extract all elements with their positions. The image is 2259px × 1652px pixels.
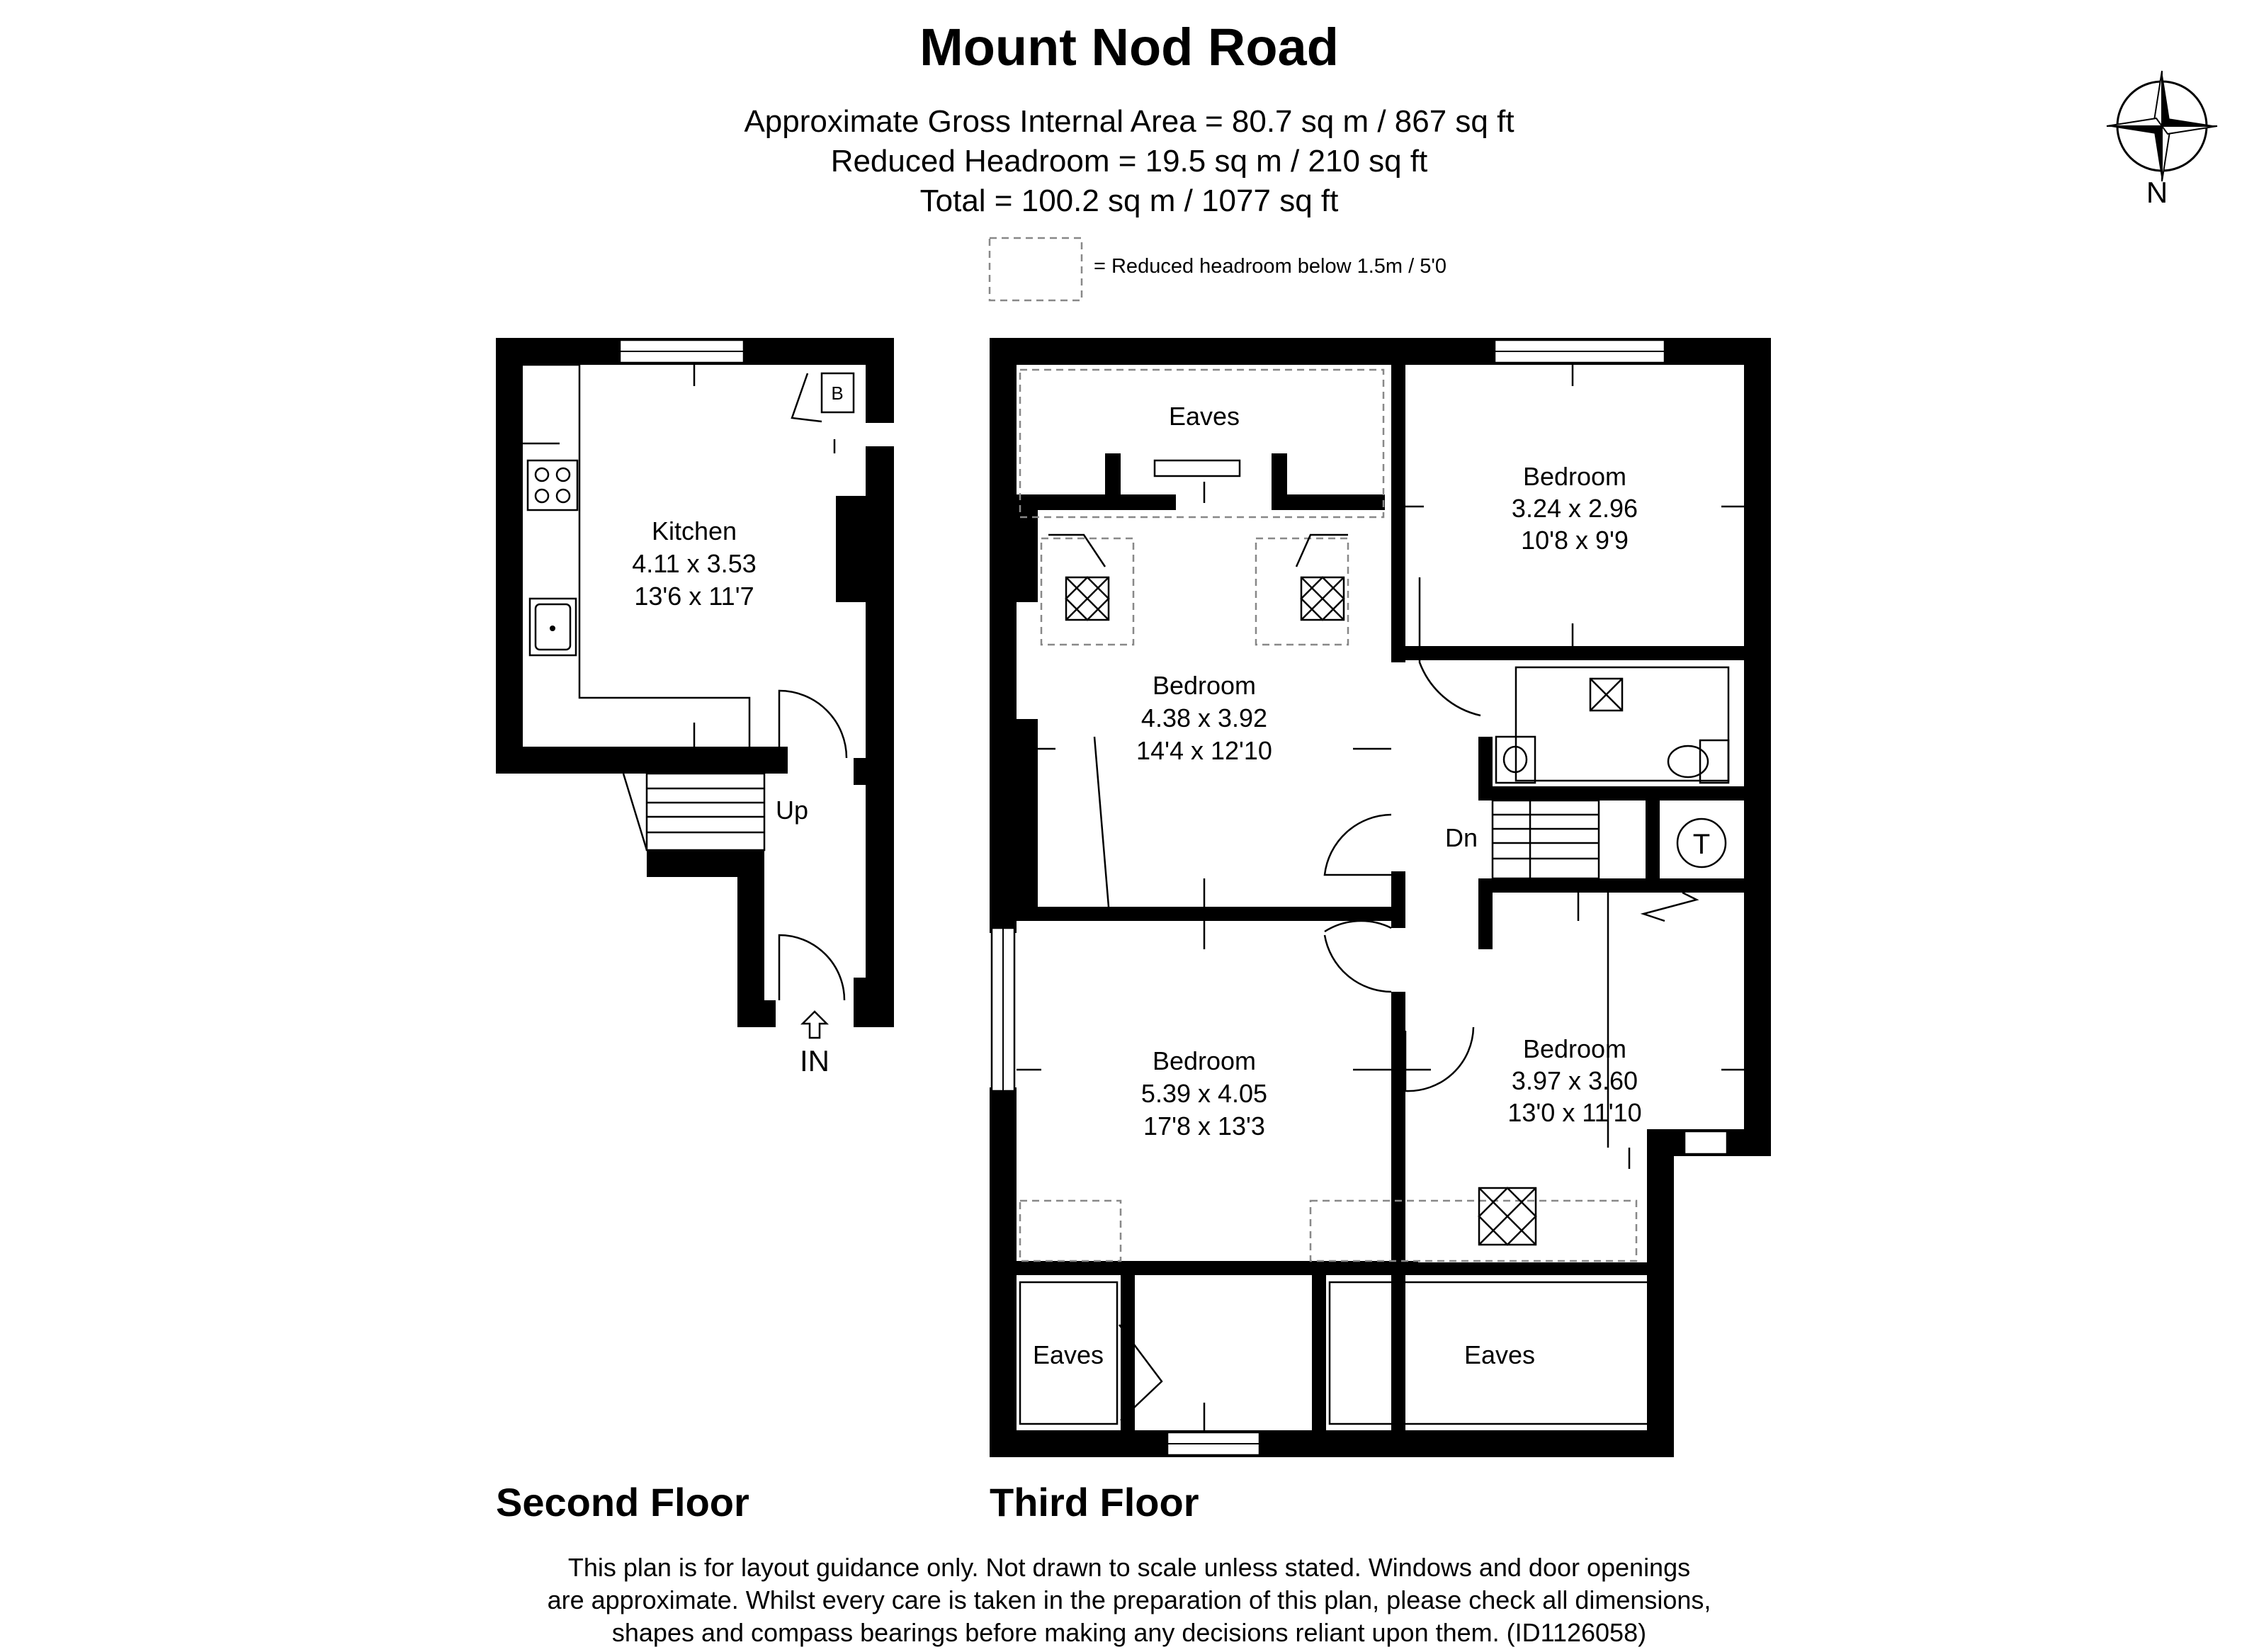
reduced-headroom-swatch	[990, 238, 1082, 300]
kitchen-metric: 4.11 x 3.53	[632, 549, 757, 578]
eaves-top-label: Eaves	[1168, 402, 1240, 431]
total-area: Total = 100.2 sq m / 1077 sq ft	[919, 183, 1339, 218]
bedroom-middle-name: Bedroom	[1152, 671, 1257, 700]
third-floor-label: Third Floor	[990, 1480, 1199, 1524]
second-floor-plan	[496, 338, 894, 1038]
stairs-down-label: Dn	[1444, 823, 1478, 852]
skylight-icon	[1479, 1188, 1536, 1245]
skylight-icon	[1590, 679, 1622, 711]
bedroom-top-right-metric: 3.24 x 2.96	[1511, 494, 1638, 523]
entrance-label: IN	[800, 1044, 830, 1077]
plan-title: Mount Nod Road	[919, 18, 1339, 77]
entrance-arrow-icon	[803, 1012, 827, 1038]
bedroom-top-right-imperial: 10'8 x 9'9	[1521, 526, 1629, 555]
skylight-icon	[1301, 577, 1344, 620]
compass-north-label: N	[2146, 176, 2168, 209]
tank-label: T	[1692, 829, 1711, 860]
skylight-icon	[1066, 577, 1109, 620]
kitchen-name: Kitchen	[651, 516, 737, 545]
stairs-up-icon	[623, 774, 764, 850]
bedroom-top-right-name: Bedroom	[1522, 462, 1627, 491]
reduced-headroom-area: Reduced Headroom = 19.5 sq m / 210 sq ft	[830, 144, 1428, 179]
bedroom-large-metric: 5.39 x 4.05	[1140, 1079, 1268, 1108]
toilet-icon	[1700, 740, 1728, 783]
hob-icon	[528, 460, 577, 510]
disclaimer-line-1: This plan is for layout guidance only. Not drawn to scale unless stated. Windows and door openings	[567, 1553, 1691, 1582]
stairs-down-icon	[1493, 800, 1599, 878]
bedroom-large-imperial: 17'8 x 13'3	[1143, 1111, 1265, 1141]
disclaimer-line-2: are approximate. Whilst every care is taken in the preparation of this plan, please check all dimensions,	[547, 1585, 1711, 1614]
bedroom-middle-imperial: 14'4 x 12'10	[1136, 736, 1272, 765]
bedroom-right-metric: 3.97 x 3.60	[1511, 1066, 1638, 1095]
compass-rose-icon	[2107, 71, 2217, 181]
disclaimer-line-3: shapes and compass bearings before making any decisions reliant upon them. (ID1126058)	[611, 1618, 1647, 1647]
bedroom-middle-metric: 4.38 x 3.92	[1140, 703, 1268, 732]
eaves-bottom-right-label: Eaves	[1463, 1340, 1536, 1369]
eaves-bottom-left-label: Eaves	[1032, 1340, 1104, 1369]
reduced-headroom-legend: = Reduced headroom below 1.5m / 5'0	[1094, 255, 1447, 278]
svg-text:B: B	[831, 383, 844, 404]
gross-internal-area: Approximate Gross Internal Area = 80.7 sq m / 867 sq ft	[744, 104, 1515, 139]
bedroom-right-imperial: 13'0 x 11'10	[1507, 1098, 1642, 1127]
bedroom-large-name: Bedroom	[1152, 1046, 1257, 1075]
kitchen-imperial: 13'6 x 11'7	[634, 582, 754, 611]
third-floor-plan	[990, 338, 1771, 1457]
bedroom-right-name: Bedroom	[1522, 1034, 1627, 1063]
stairs-up-label: Up	[775, 796, 809, 825]
second-floor-label: Second Floor	[496, 1480, 749, 1524]
